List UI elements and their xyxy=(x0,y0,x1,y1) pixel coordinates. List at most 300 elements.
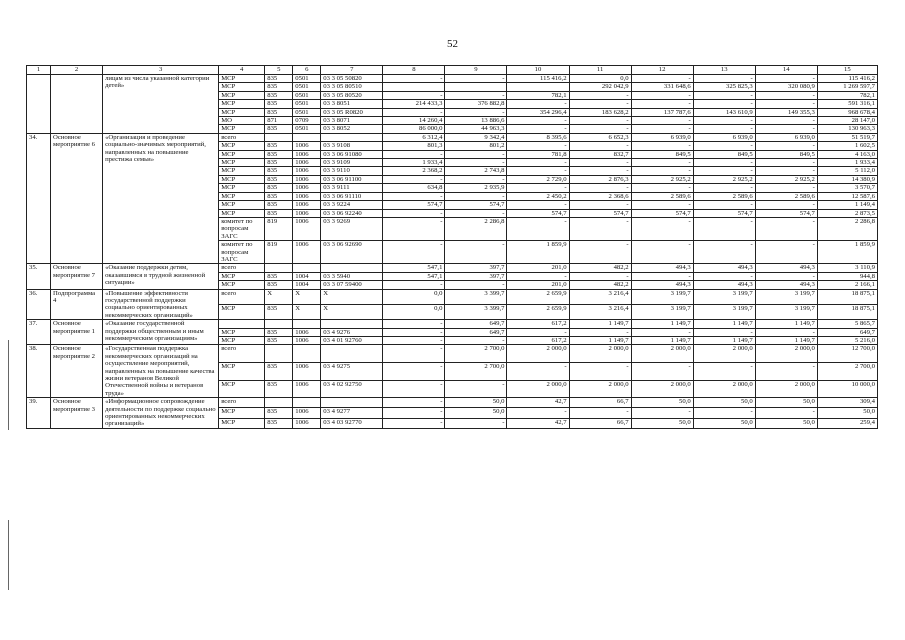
amount-cell: - xyxy=(693,408,755,418)
code-cell: X xyxy=(293,304,321,319)
code-cell: 03 3 8051 xyxy=(321,100,383,108)
amount-cell: 2 876,3 xyxy=(569,175,631,183)
amount-cell: 50,0 xyxy=(755,418,817,428)
amount-cell: - xyxy=(569,201,631,209)
amount-cell: 782,1 xyxy=(817,91,877,99)
amount-cell: - xyxy=(755,201,817,209)
amount-cell: - xyxy=(693,125,755,133)
executor-cell: МСР xyxy=(219,125,265,133)
amount-cell: 320 080,9 xyxy=(755,83,817,91)
executor-cell: всего xyxy=(219,133,265,141)
amount-cell: 130 963,3 xyxy=(817,125,877,133)
amount-cell: - xyxy=(631,184,693,192)
code-cell: 835 xyxy=(265,192,293,200)
amount-cell: - xyxy=(631,363,693,381)
amount-cell: 137 787,6 xyxy=(631,108,693,116)
executor-cell: МСР xyxy=(219,100,265,108)
code-cell: X xyxy=(321,289,383,304)
amount-cell: - xyxy=(755,91,817,99)
amount-cell: 1 149,7 xyxy=(569,320,631,328)
amount-cell: - xyxy=(569,408,631,418)
code-cell: 835 xyxy=(265,363,293,381)
executor-cell: всего xyxy=(219,289,265,304)
code-cell: 03 3 9108 xyxy=(321,142,383,150)
amount-cell: 201,0 xyxy=(507,264,569,272)
code-cell: 1006 xyxy=(293,337,321,345)
amount-cell xyxy=(445,83,507,91)
amount-cell: 649,7 xyxy=(445,320,507,328)
table-row xyxy=(27,75,878,83)
executor-cell: всего xyxy=(219,398,265,408)
executor-cell: МСР xyxy=(219,159,265,167)
code-cell: 835 xyxy=(265,91,293,99)
column-header-5: 5 xyxy=(265,66,293,75)
column-header-10: 10 xyxy=(507,66,569,75)
program-type: Основное мероприятие 7 xyxy=(51,264,103,289)
amount-cell: 28 147,0 xyxy=(817,117,877,125)
amount-cell: 3 199,7 xyxy=(755,289,817,304)
amount-cell: 2 000,0 xyxy=(693,345,755,363)
executor-cell: МСР xyxy=(219,201,265,209)
code-cell: 0501 xyxy=(293,91,321,99)
amount-cell: 115 416,2 xyxy=(507,75,569,83)
code-cell: 835 xyxy=(265,142,293,150)
amount-cell: 2 286,8 xyxy=(817,217,877,240)
amount-cell: 292 042,9 xyxy=(569,83,631,91)
amount-cell: - xyxy=(445,159,507,167)
amount-cell: - xyxy=(631,117,693,125)
amount-cell: - xyxy=(383,418,445,428)
margin-rule xyxy=(8,520,9,590)
column-header-3: 3 xyxy=(103,66,219,75)
amount-cell: 2 925,2 xyxy=(755,175,817,183)
amount-cell: - xyxy=(693,363,755,381)
code-cell xyxy=(293,398,321,408)
code-cell: 835 xyxy=(265,100,293,108)
amount-cell: 2 589,6 xyxy=(631,192,693,200)
amount-cell: 331 648,6 xyxy=(631,83,693,91)
amount-cell: - xyxy=(445,192,507,200)
amount-cell: 1 149,7 xyxy=(693,320,755,328)
code-cell: 1006 xyxy=(293,201,321,209)
code-cell: 03 4 9276 xyxy=(321,328,383,336)
page-number: 52 xyxy=(447,38,458,50)
amount-cell: - xyxy=(693,184,755,192)
amount-cell: 494,3 xyxy=(631,264,693,272)
amount-cell: 2 000,0 xyxy=(755,380,817,398)
code-cell: 0501 xyxy=(293,125,321,133)
amount-cell: 5 216,0 xyxy=(817,337,877,345)
amount-cell: 5 112,0 xyxy=(817,167,877,175)
code-cell: 03 3 06 91110 xyxy=(321,192,383,200)
code-cell: 835 xyxy=(265,150,293,158)
code-cell: 03 3 05 50820 xyxy=(321,75,383,83)
amount-cell: 2 166,1 xyxy=(817,281,877,289)
amount-cell: - xyxy=(507,272,569,280)
code-cell: 835 xyxy=(265,201,293,209)
code-cell: 0709 xyxy=(293,117,321,125)
amount-cell: 617,2 xyxy=(507,337,569,345)
amount-cell: - xyxy=(755,75,817,83)
program-description: лицам из числа указанной категории детей» xyxy=(103,75,219,134)
amount-cell: 591 316,1 xyxy=(817,100,877,108)
amount-cell: - xyxy=(383,337,445,345)
amount-cell: 376 882,8 xyxy=(445,100,507,108)
amount-cell: 1 149,7 xyxy=(631,337,693,345)
amount-cell: - xyxy=(383,108,445,116)
amount-cell: - xyxy=(507,100,569,108)
amount-cell: 2 589,6 xyxy=(755,192,817,200)
amount-cell: - xyxy=(693,217,755,240)
amount-cell: 0,0 xyxy=(383,289,445,304)
code-cell: 835 xyxy=(265,159,293,167)
amount-cell: 6 652,3 xyxy=(569,133,631,141)
amount-cell: 494,3 xyxy=(755,264,817,272)
amount-cell: 2 935,9 xyxy=(445,184,507,192)
amount-cell: 2 000,0 xyxy=(569,345,631,363)
table-row xyxy=(27,320,878,328)
program-description: «Информационное сопровождение деятельности по поддержке социально ориентированных некоммерческих организаций» xyxy=(103,398,219,429)
amount-cell: 14 260,4 xyxy=(383,117,445,125)
amount-cell: 2 450,2 xyxy=(507,192,569,200)
amount-cell: - xyxy=(755,142,817,150)
program-description: «Повышение эффективности государственной поддержки социально ориентированных некоммерческих организаций» xyxy=(103,289,219,320)
amount-cell: 66,7 xyxy=(569,398,631,408)
amount-cell: - xyxy=(693,75,755,83)
executor-cell: МСР xyxy=(219,175,265,183)
amount-cell: - xyxy=(383,281,445,289)
executor-cell: комитет по вопросам ЗАГС xyxy=(219,217,265,240)
code-cell: 835 xyxy=(265,272,293,280)
amount-cell: 2 700,0 xyxy=(817,363,877,381)
executor-cell: МСР xyxy=(219,150,265,158)
amount-cell: - xyxy=(631,100,693,108)
amount-cell: 354 296,4 xyxy=(507,108,569,116)
amount-cell: - xyxy=(569,241,631,264)
amount-cell: 1 859,9 xyxy=(817,241,877,264)
amount-cell: 547,1 xyxy=(383,264,445,272)
code-cell: 1004 xyxy=(293,272,321,280)
amount-cell: 2 925,2 xyxy=(631,175,693,183)
program-description: «Оказание поддержки детям, оказавшимся в трудной жизненной ситуации» xyxy=(103,264,219,289)
amount-cell: - xyxy=(569,328,631,336)
amount-cell: 397,7 xyxy=(445,272,507,280)
code-cell: 03 3 05 80520 xyxy=(321,91,383,99)
row-number: 37. xyxy=(27,320,51,345)
amount-cell: 1 149,7 xyxy=(755,320,817,328)
amount-cell xyxy=(507,83,569,91)
amount-cell: - xyxy=(631,125,693,133)
amount-cell: 849,5 xyxy=(631,150,693,158)
amount-cell: 574,7 xyxy=(383,201,445,209)
amount-cell: - xyxy=(631,75,693,83)
amount-cell: 0,0 xyxy=(383,304,445,319)
amount-cell: - xyxy=(383,217,445,240)
amount-cell: - xyxy=(383,192,445,200)
row-number xyxy=(27,75,51,134)
code-cell: 03 3 05 80510 xyxy=(321,83,383,91)
executor-cell: МСР xyxy=(219,380,265,398)
amount-cell: - xyxy=(569,142,631,150)
amount-cell: - xyxy=(693,272,755,280)
executor-cell: МСР xyxy=(219,108,265,116)
amount-cell: 50,0 xyxy=(631,398,693,408)
amount-cell: 42,7 xyxy=(507,398,569,408)
column-header-11: 11 xyxy=(569,66,631,75)
amount-cell: 2 925,2 xyxy=(693,175,755,183)
amount-cell: 801,2 xyxy=(445,142,507,150)
amount-cell: 13 886,6 xyxy=(445,117,507,125)
amount-cell: - xyxy=(383,380,445,398)
amount-cell: 2 368,6 xyxy=(569,192,631,200)
amount-cell: - xyxy=(383,320,445,328)
amount-cell: - xyxy=(383,75,445,83)
amount-cell: 3 199,7 xyxy=(631,304,693,319)
budget-table xyxy=(26,65,878,429)
amount-cell: 1 602,5 xyxy=(817,142,877,150)
amount-cell: 50,0 xyxy=(755,398,817,408)
amount-cell: 2 589,6 xyxy=(693,192,755,200)
amount-cell: - xyxy=(569,159,631,167)
code-cell xyxy=(265,345,293,363)
amount-cell: - xyxy=(507,201,569,209)
amount-cell: - xyxy=(383,175,445,183)
amount-cell: 547,1 xyxy=(383,272,445,280)
program-type: Основное мероприятие 6 xyxy=(51,133,103,264)
amount-cell: 1 149,7 xyxy=(693,337,755,345)
code-cell: 1006 xyxy=(293,380,321,398)
code-cell: 835 xyxy=(265,209,293,217)
code-cell xyxy=(293,264,321,272)
code-cell: 819 xyxy=(265,217,293,240)
amount-cell xyxy=(383,83,445,91)
amount-cell: - xyxy=(755,241,817,264)
code-cell: 871 xyxy=(265,117,293,125)
amount-cell: 494,3 xyxy=(755,281,817,289)
amount-cell: 2 368,2 xyxy=(383,167,445,175)
amount-cell: - xyxy=(631,272,693,280)
code-cell xyxy=(265,264,293,272)
code-cell: 1006 xyxy=(293,408,321,418)
row-number: 34. xyxy=(27,133,51,264)
code-cell xyxy=(321,264,383,272)
code-cell xyxy=(265,320,293,328)
code-cell: 835 xyxy=(265,108,293,116)
amount-cell: - xyxy=(507,217,569,240)
code-cell: 03 3 9269 xyxy=(321,217,383,240)
amount-cell: - xyxy=(631,142,693,150)
amount-cell: 617,2 xyxy=(507,320,569,328)
amount-cell: - xyxy=(445,241,507,264)
program-type: Подпрограмма 4 xyxy=(51,289,103,320)
amount-cell: 143 610,9 xyxy=(693,108,755,116)
amount-cell: - xyxy=(631,241,693,264)
amount-cell: 6 939,0 xyxy=(755,133,817,141)
amount-cell: 2 286,8 xyxy=(445,217,507,240)
amount-cell: - xyxy=(755,272,817,280)
amount-cell: - xyxy=(631,91,693,99)
table-row xyxy=(27,289,878,304)
amount-cell: - xyxy=(507,363,569,381)
code-cell: 835 xyxy=(265,125,293,133)
code-cell: 1006 xyxy=(293,150,321,158)
amount-cell: - xyxy=(631,167,693,175)
code-cell: 03 3 9111 xyxy=(321,184,383,192)
row-number: 38. xyxy=(27,345,51,398)
amount-cell: - xyxy=(445,209,507,217)
amount-cell: - xyxy=(693,142,755,150)
executor-cell: МСР xyxy=(219,328,265,336)
code-cell: 03 3 9109 xyxy=(321,159,383,167)
code-cell: X xyxy=(265,289,293,304)
table-row xyxy=(27,264,878,272)
amount-cell: 968 678,4 xyxy=(817,108,877,116)
code-cell: 835 xyxy=(265,418,293,428)
executor-cell: МСР xyxy=(219,363,265,381)
amount-cell: - xyxy=(569,272,631,280)
amount-cell: 2 000,0 xyxy=(631,380,693,398)
amount-cell: 574,7 xyxy=(755,209,817,217)
code-cell: 03 4 9277 xyxy=(321,408,383,418)
code-cell: 03 3 05 R0820 xyxy=(321,108,383,116)
amount-cell: 50,0 xyxy=(693,398,755,408)
code-cell: 03 4 02 92750 xyxy=(321,380,383,398)
amount-cell: - xyxy=(755,159,817,167)
amount-cell: 4 163,0 xyxy=(817,150,877,158)
amount-cell: 397,7 xyxy=(445,264,507,272)
amount-cell: 801,3 xyxy=(383,142,445,150)
amount-cell: 51 519,7 xyxy=(817,133,877,141)
amount-cell: 2 000,0 xyxy=(631,345,693,363)
amount-cell: 10 000,0 xyxy=(817,380,877,398)
code-cell: 1006 xyxy=(293,241,321,264)
amount-cell: - xyxy=(755,217,817,240)
amount-cell: 482,2 xyxy=(569,281,631,289)
amount-cell: 50,0 xyxy=(631,418,693,428)
amount-cell: - xyxy=(631,217,693,240)
executor-cell: МСР xyxy=(219,192,265,200)
row-number: 39. xyxy=(27,398,51,429)
amount-cell: - xyxy=(631,201,693,209)
amount-cell: 2 000,0 xyxy=(693,380,755,398)
amount-cell: 3 199,7 xyxy=(631,289,693,304)
amount-cell: - xyxy=(383,398,445,408)
amount-cell: 832,7 xyxy=(569,150,631,158)
amount-cell: - xyxy=(693,159,755,167)
amount-cell: - xyxy=(383,345,445,363)
column-header-4: 4 xyxy=(219,66,265,75)
amount-cell: 1 149,7 xyxy=(631,320,693,328)
program-type xyxy=(51,75,103,134)
amount-cell: 259,4 xyxy=(817,418,877,428)
amount-cell: - xyxy=(507,142,569,150)
executor-cell: МСР xyxy=(219,281,265,289)
amount-cell: - xyxy=(569,217,631,240)
amount-cell: - xyxy=(569,363,631,381)
executor-cell: МСР xyxy=(219,83,265,91)
code-cell: 03 3 9110 xyxy=(321,167,383,175)
amount-cell: 649,7 xyxy=(817,328,877,336)
row-number: 36. xyxy=(27,289,51,320)
amount-cell: 3 199,7 xyxy=(693,289,755,304)
amount-cell: 781,8 xyxy=(507,150,569,158)
amount-cell: - xyxy=(445,418,507,428)
amount-cell: - xyxy=(693,167,755,175)
amount-cell: 782,1 xyxy=(507,91,569,99)
amount-cell: - xyxy=(755,117,817,125)
amount-cell: 1 859,9 xyxy=(507,241,569,264)
code-cell xyxy=(321,345,383,363)
code-cell: 0501 xyxy=(293,108,321,116)
amount-cell: 8 395,6 xyxy=(507,133,569,141)
amount-cell: 50,0 xyxy=(817,408,877,418)
amount-cell: - xyxy=(445,337,507,345)
program-type: Основное мероприятие 2 xyxy=(51,345,103,398)
amount-cell: 2 729,0 xyxy=(507,175,569,183)
amount-cell: - xyxy=(631,159,693,167)
code-cell: 03 3 8052 xyxy=(321,125,383,133)
code-cell: 0501 xyxy=(293,83,321,91)
amount-cell: 2 000,0 xyxy=(507,380,569,398)
amount-cell: - xyxy=(383,328,445,336)
amount-cell: - xyxy=(569,117,631,125)
amount-cell: 325 825,3 xyxy=(693,83,755,91)
amount-cell: 86 000,0 xyxy=(383,125,445,133)
program-description: «Организация и проведение социально-значимых мероприятий, направленных на повышение престижа семьи» xyxy=(103,133,219,264)
code-cell xyxy=(265,398,293,408)
code-cell: 1006 xyxy=(293,184,321,192)
column-number-row xyxy=(27,66,878,75)
amount-cell: - xyxy=(445,91,507,99)
code-cell: 835 xyxy=(265,328,293,336)
amount-cell: - xyxy=(631,408,693,418)
code-cell xyxy=(321,320,383,328)
table-row xyxy=(27,133,878,141)
table-row xyxy=(27,398,878,408)
code-cell: 1006 xyxy=(293,175,321,183)
amount-cell: - xyxy=(507,184,569,192)
code-cell: 03 3 06 92240 xyxy=(321,209,383,217)
amount-cell: 14 380,9 xyxy=(817,175,877,183)
code-cell: 03 3 06 92690 xyxy=(321,241,383,264)
column-header-12: 12 xyxy=(631,66,693,75)
code-cell: 03 4 9275 xyxy=(321,363,383,381)
code-cell xyxy=(293,345,321,363)
executor-cell: МО xyxy=(219,117,265,125)
code-cell xyxy=(293,320,321,328)
amount-cell: 2 000,0 xyxy=(569,380,631,398)
amount-cell: 3 199,7 xyxy=(755,304,817,319)
amount-cell: 3 399,7 xyxy=(445,304,507,319)
amount-cell: - xyxy=(569,125,631,133)
amount-cell: 309,4 xyxy=(817,398,877,408)
code-cell: 03 3 9224 xyxy=(321,201,383,209)
amount-cell: - xyxy=(569,100,631,108)
code-cell: 1006 xyxy=(293,159,321,167)
amount-cell: 115 416,2 xyxy=(817,75,877,83)
amount-cell: 3 570,7 xyxy=(817,184,877,192)
amount-cell: 214 433,3 xyxy=(383,100,445,108)
amount-cell: 50,0 xyxy=(445,408,507,418)
code-cell: X xyxy=(321,304,383,319)
amount-cell: 18 875,1 xyxy=(817,304,877,319)
amount-cell: - xyxy=(383,91,445,99)
amount-cell: - xyxy=(445,380,507,398)
margin-rule xyxy=(8,340,9,430)
amount-cell: - xyxy=(507,328,569,336)
executor-cell: МСР xyxy=(219,418,265,428)
amount-cell: 494,3 xyxy=(631,281,693,289)
